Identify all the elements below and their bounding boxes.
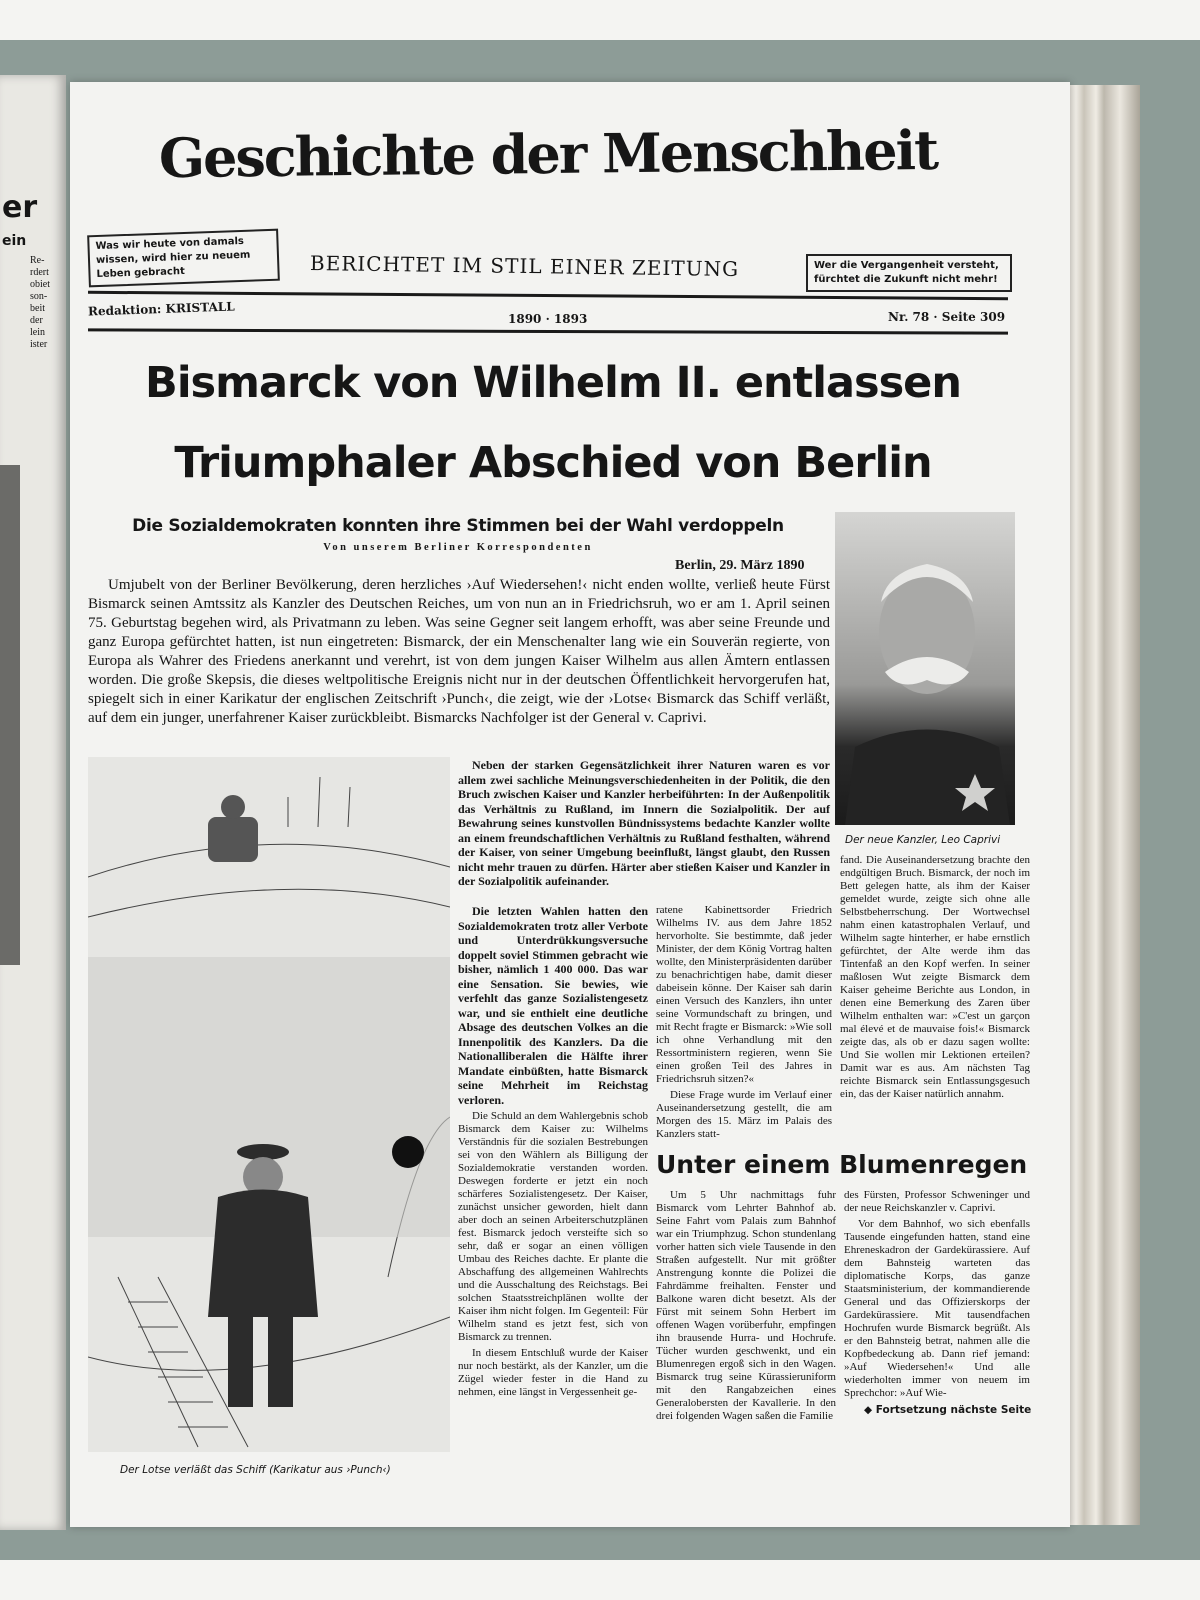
paragraph: ratene Kabinettsorder Friedrich Wilhelms IV. aus dem Jahre 1852 hervorholte. Sie bestimmte, daß jeder Minister, der dem König Vortrag halten wollte, den Ministerpräsidenten darüber zu benachrichtigen habe, damit dieser dabeisein könne. Der Kaiser sah darin einen Versuch des Kanzlers, ihn unter seine Vormundschaft zu bringen, und mit Recht fragte er Bismarck: »Wie soll ich ohne Verhandlung mit den Ressortministern regieren, wenn Sie einen großen Teil des Jahres in Friedrichsruh sitzen?« (656, 904, 832, 1085)
left-page-fragment: son- (30, 291, 48, 302)
paragraph: Vor dem Bahnhof, wo sich ebenfalls Tausende eingefunden hatten, stand eine Ehreneskadron der Gardekürassiere. Auf dem Bahnsteig warteten das diplomatische Korps, das ganze Staatsministerium, der kommandierende General und das Offizierskorps der Gardekürassiere. Mit tausendfachen Hochrufen wurde Bismarck begrüßt. Als er den Bahnsteig betrat, nahmen alle die Kopfbedeckung ab. Dann rief jemand: »Auf Wiedersehen!« Und alle wiederholten immer von neuem im Sprechchor: »Auf Wie- (844, 1218, 1030, 1399)
left-page-fragment: er (2, 190, 38, 225)
cartoon-drawing-icon (88, 757, 450, 1452)
left-page-edge (0, 75, 66, 1530)
paragraph: Neben der starken Gegensätzlichkeit ihrer Naturen waren es vor allem zwei sachliche Meinungsverschiedenheiten in der Politik, die den Bruch zwischen Kaiser und Kanzler herbeiführten: In der Außenpolitik das Verhältnis zu Rußland, im Innern die Sozialpolitik. Der auf Bewahrung seines kunstvollen Bündnissystems bedachte Kanzler wollte an einem freundschaftlichen Verhältnis zu Rußland festhalten, während der Kaiser, von seiner Umgebung beeinflußt, längst glaubt, den Russen nicht mehr trauen zu dürfen. Härter aber stießen Kaiser und Kanzler in der Sozialpolitik aufeinander. (458, 758, 830, 888)
headline-2: Triumphaler Abschied von Berlin (174, 438, 932, 488)
wide-paragraph (458, 758, 830, 892)
section-columns (656, 1189, 1030, 1426)
paragraph: Um 5 Uhr nachmittags fuhr Bismarck vom Lehrter Bahnhof ab. Seine Fahrt vom Palais zum Bahnhof war ein Triumphzug. Schon stundenlang vorher hatten sich viele Tausende in den Straßen aufgestellt. Nur mit größter Anstrengung konnte die Polizei die Fahrdämme freihalten. Fenster und Balkone waren dicht besetzt. Als der Fürst mit seinem Sohn Herbert im offenen Wagen vorüberfuhr, empfingen ihn brausende Hurra- und Hochrufe. Tücher wurden geschwenkt, und ein Blumenregen ergoß sich in den Wagen. Bismarck trug seine Kürassieruniform mit den Rangabzeichen eines Generalobersten der Kavallerie. In den drei folgenden Wagen saßen die Familie (656, 1189, 836, 1422)
left-page-fragment: lein (30, 327, 45, 338)
column-e (844, 1189, 1030, 1400)
paragraph: Die Schuld an dem Wahlergebnis schob Bismarck dem Kaiser zu: Wilhelms Verständnis für die sozialen Bestrebungen sei von den Wählern als Billigung der Sozialdemokratie verstanden worden. Deswegen forderte er jetzt ein noch schärferes Sozialistengesetz. Der Kaiser, zunächst unsicher geworden, hielt dann aber doch an seinen Arbeiterschutzplänen fest. Bismarck jedoch versteifte sich so sehr, daß er sogar an einen völligen Umbau des Reiches dachte. Er plante die Abschaffung des allgemeinen Wahlrechts und die Ausschaltung des Reichstags. Bei solchen Staatsstreichplänen wollte der Kaiser ihm nicht folgen. Im Gegenteil: Für Wilhelm stand es jetzt fest, sich von Bismarck zu trennen. (458, 1110, 648, 1343)
left-page-fragment: ein (2, 233, 27, 249)
paragraph: In diesem Entschluß wurde der Kaiser nur noch bestärkt, als der Kanzler, um die Zügel wieder fester in die Hand zu nehmen, eine längst in Vergessenheit ge- (458, 1347, 648, 1398)
photo-caption: Der neue Kanzler, Leo Caprivi (845, 834, 1001, 846)
subheadline: Die Sozialdemokraten konnten ihre Stimmen bei der Wahl verdoppeln (132, 516, 784, 536)
blumenregen-section (656, 1150, 1030, 1426)
column-e-wrapper (844, 1189, 1030, 1416)
left-page-image (0, 465, 20, 965)
column-a (458, 904, 648, 1402)
continued-next-page: ◆ Fortsetzung nächste Seite (864, 1404, 1032, 1416)
masthead-subtitle: BERICHTET IM STIL EINER ZEITUNG (309, 251, 740, 281)
paragraph: des Fürsten, Professor Schweninger und der neue Reichskanzler v. Caprivi. (844, 1189, 1030, 1214)
left-page-fragment: ister (30, 339, 48, 350)
left-page-fragment: der (30, 315, 43, 326)
portrait-figure-icon (835, 512, 1015, 825)
issue-page-number: Nr. 78 · Seite 309 (888, 310, 1006, 324)
column-b (656, 904, 832, 1144)
paragraph: Diese Frage wurde im Verlauf einer Auseinandersetzung gestellt, die am Morgen des 15. März im Palais des Kanzlers statt- (656, 1089, 832, 1140)
left-page-fragment: rdert (30, 267, 49, 278)
editor-credit: Redaktion: KRISTALL (87, 299, 235, 319)
masthead-right-box: Wer die Vergangenheit versteht, fürchtet die Zukunft nicht mehr! (806, 254, 1012, 292)
paragraph: fand. Die Auseinandersetzung brachte den endgültigen Bruch. Bismarck, der noch im Bett gelegen hatte, als ihm der Kaiser gemeldet wurde, zeigte sich ohne alle Selbstbeherrschung. Der Wortwechsel nahm einen katastrophalen Verlauf, und Wilhelm sagte hinterher, er habe ernstlich gefürchtet, der Alte werde ihm das Tintenfaß an den Kopf werfen. In seiner maßlosen Wut zeigte Bismarck dem Kaiser geheime Berichte aus London, in denen eine Bemerkung des Zaren über Wilhelm enthalten war: »C'est un garçon mal élevé et de mauvaise fois!« Bismarck zeigte das, als ob er dazu sagen wollte: Und Sie wollen mir Lektionen erteilen? Damit war es aus. Am nächsten Tag reichte Bismarck sein Entlassungsgesuch ein, das der Kaiser natürlich annahm. (840, 854, 1030, 1100)
section-heading: Unter einem Blumenregen (656, 1150, 1028, 1179)
left-page-fragment: Re- (30, 255, 45, 266)
left-page-fragment: obiet (30, 279, 50, 290)
lead-paragraph: Umjubelt von der Berliner Bevölkerung, deren herzliches ›Auf Wiedersehen!‹ nicht enden wollte, verließ heute Fürst Bismarck seinen Amtssitz als Kanzler des Deutschen Reiches, um von nun an in Friedrichsruh, wo er am 1. April seinen 75. Geburtstag begehen wird, als Privatmann zu leben. Was seine Gegner seit langem erhofft, was aber seine Freunde und ganz Europa gefürchtet hatten, ist nun eingetreten: Bismarck, der ein Menschenalter lang wie ein Souverän regierte, von Europa als Wahrer des Friedens anerkannt und verehrt, ist von dem jungen Kaiser Wilhelm aus allen Ämtern entlassen worden. Die große Skepsis, die dieses weltpolitische Ereignis nicht nur in der deutschen Öffentlichkeit hervorgerufen hat, spiegelt sich in einer Karikatur der englischen Zeitschrift ›Punch‹, die zeigt, wie der ›Lotse‹ Bismarck das Schiff verläßt, auf dem ein junger, unerfahrener Kaiser zurückbleibt. Bismarcks Nachfolger ist der General v. Caprivi. (88, 577, 830, 726)
page-stack-edges (1060, 85, 1140, 1525)
masthead-years: 1890 · 1893 (508, 312, 588, 326)
headline-1: Bismarck von Wilhelm II. entlassen (145, 358, 961, 408)
masthead-left-box: Was wir heute von damals wissen, wird hier zu neuem Leben gebracht (87, 229, 280, 288)
column-c (840, 854, 1030, 1104)
dateline: Berlin, 29. März 1890 (675, 558, 805, 573)
masthead-rule-bottom (88, 328, 1008, 334)
cartoon-caption: Der Lotse verläßt das Schiff (Karikatur aus ›Punch‹) (120, 1464, 391, 1476)
column-d (656, 1189, 836, 1426)
left-page-fragment: beit (30, 303, 45, 314)
punch-cartoon-illustration (88, 757, 450, 1452)
masthead-title: Geschichte der Menschheit (158, 117, 938, 191)
byline: Von unserem Berliner Korrespondenten (323, 542, 593, 553)
paragraph: Die letzten Wahlen hatten den Sozialdemokraten trotz aller Verbote und Unterdrükkungsversuche doppelt soviel Stimmen gebracht wie bisher, nämlich 1 400 000. Das war eine Sensation. Sie bewies, wie verfehlt das ganze Sozialistengesetz war, und sie enthielt eine deutliche Absage des deutschen Volkes an die Innenpolitik des Kanzlers. Da die Nationalliberalen die Hälfte ihrer Mandate einbüßten, hatte Bismarck seine Mehrheit im Reichstag verloren. (458, 904, 648, 1107)
caprivi-portrait-photo (835, 512, 1015, 825)
newspaper-page (70, 82, 1070, 1527)
